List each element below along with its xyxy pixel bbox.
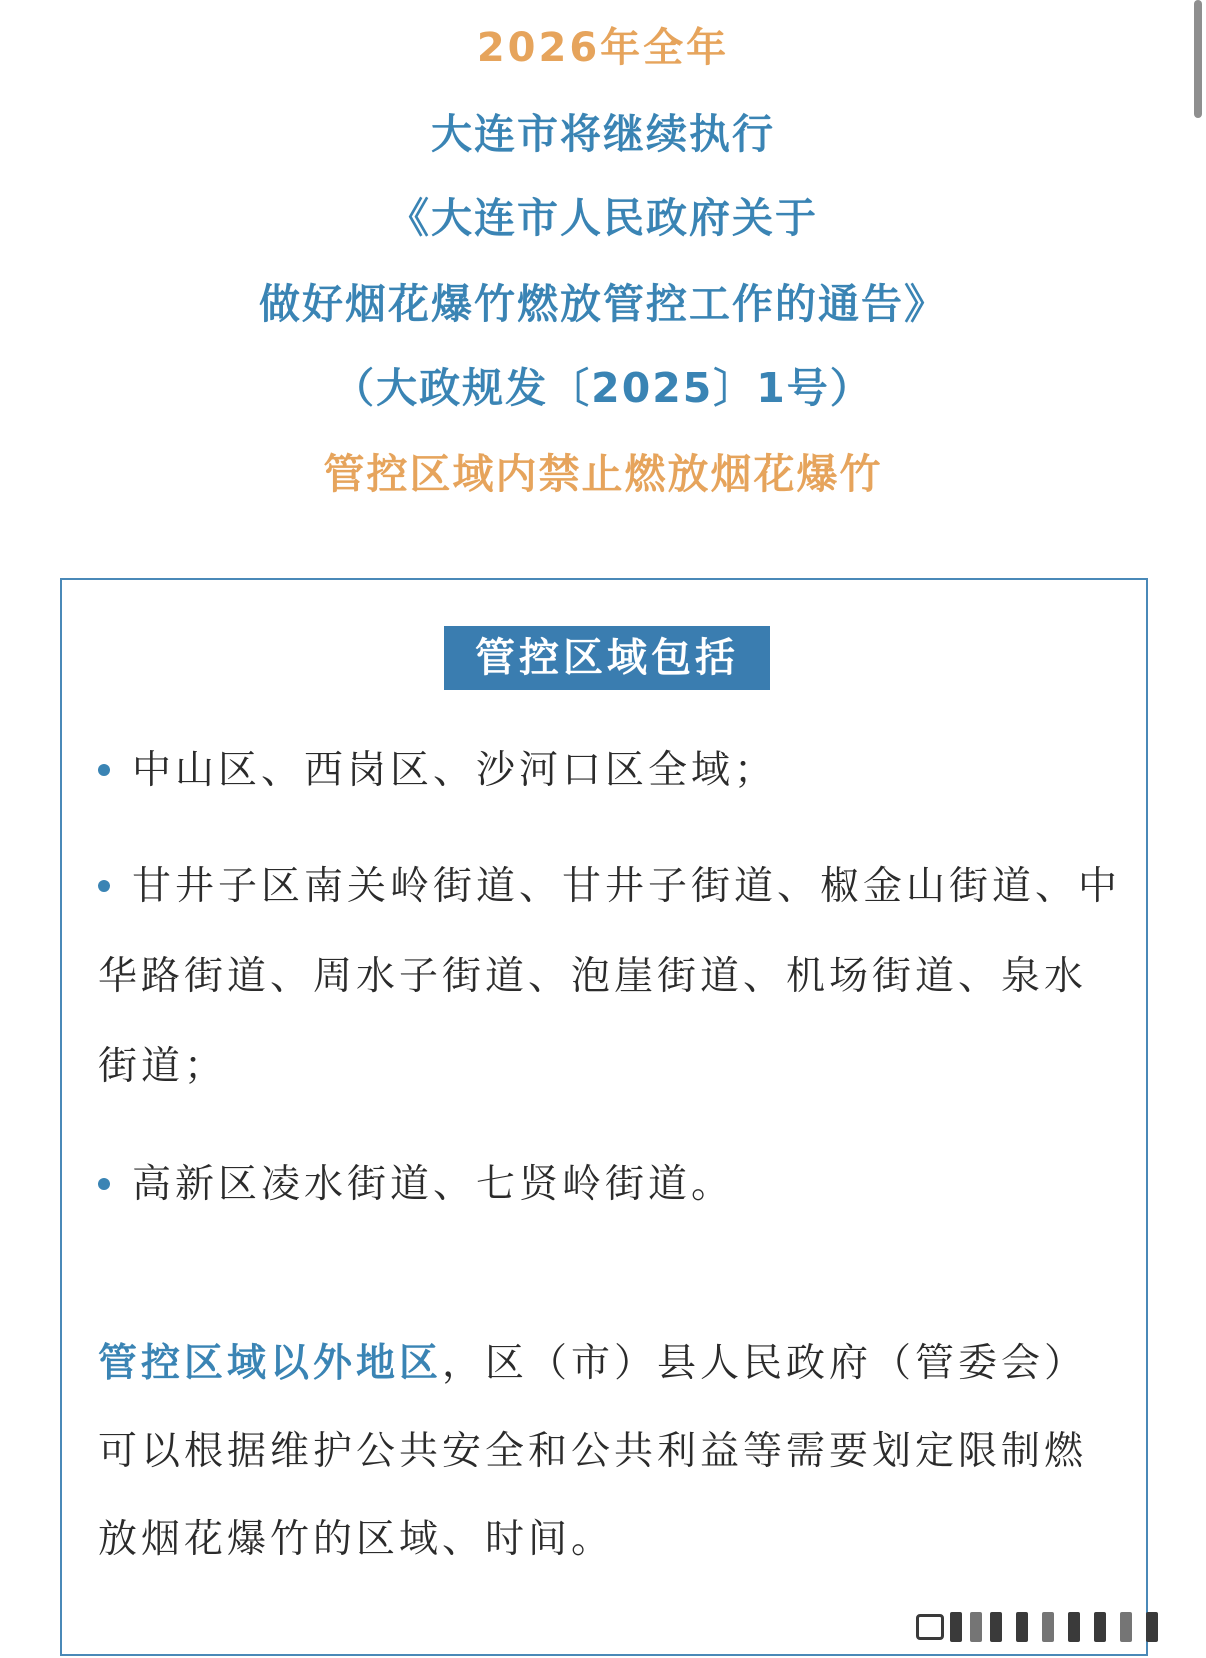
watermark-logo-icon: [916, 1612, 1178, 1642]
header-year-line: 2026年全年: [476, 25, 730, 71]
outside-area-note: [98, 1320, 1124, 1584]
control-area-badge: 管控区域包括: [444, 626, 770, 690]
outside-area-highlight: 管控区域以外地区: [98, 1341, 443, 1386]
header-notice-title-part2: 做好烟花爆竹燃放管控工作的通告》: [259, 280, 947, 328]
header-prohibition-line: 管控区域内禁止燃放烟花爆竹: [323, 450, 883, 498]
header-document-number: （大政规发〔2025〕1号）: [333, 364, 873, 412]
list-item-text: 高新区凌水街道、七贤岭街道。: [132, 1162, 735, 1207]
bullet-dot-icon: [98, 764, 110, 776]
bullet-dot-icon: [98, 880, 110, 892]
outside-area-text: ，区（市）县人民政府（管委会）可以根据维护公共安全和公共利益等需要划定限制燃放烟花爆竹的区域、时间。: [98, 1341, 1088, 1562]
header-line-continue: 大连市将继续执行: [431, 110, 775, 158]
header-notice-title-part1: 《大连市人民政府关于: [388, 194, 818, 242]
list-item: [98, 726, 1124, 816]
bullet-dot-icon: [98, 1178, 110, 1190]
list-item: [98, 1140, 1124, 1230]
control-area-panel: [60, 578, 1148, 1656]
list-item-text: 中山区、西岗区、沙河口区全域；: [132, 748, 778, 793]
list-item: [98, 842, 1124, 1112]
list-item-text: 甘井子区南关岭街道、甘井子街道、椒金山街道、中华路街道、周水子街道、泡崖街道、机场街道、泉水街道；: [98, 864, 1122, 1089]
